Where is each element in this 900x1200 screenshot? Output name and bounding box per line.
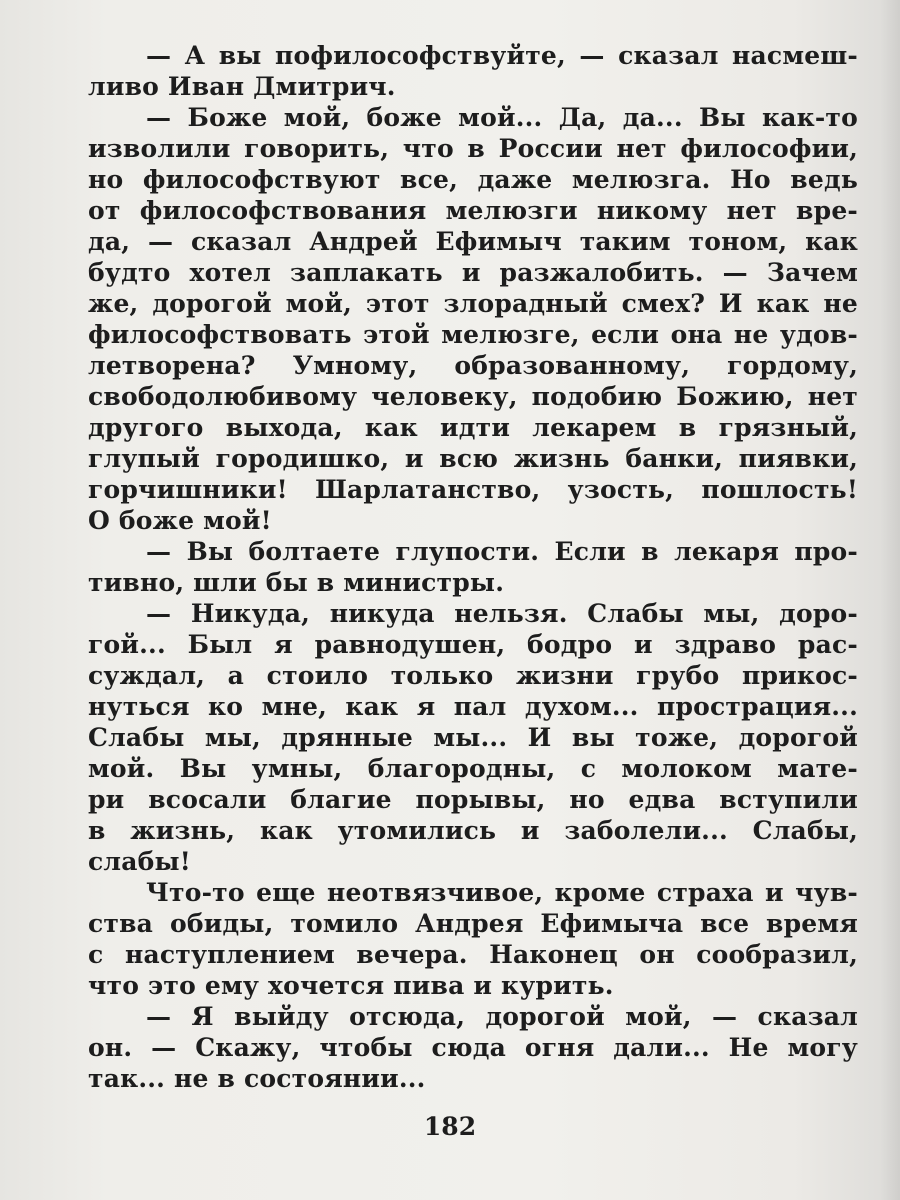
text-line: он. — Скажу, чтобы сюда огня дали... Не могу (88, 1033, 858, 1062)
text-line: что это ему хочется пива и курить. (88, 971, 614, 1000)
text-line: летворена? Умному, образованному, гордому, (88, 351, 858, 380)
text-line: в жизнь, как утомились и заболели... Слабы, (88, 816, 858, 845)
text-line: — Вы болтаете глупости. Если в лекаря про- (146, 537, 858, 566)
text-line: от философствования мелюзги никому нет вре- (88, 196, 858, 225)
text-line: глупый городишко, и всю жизнь банки, пиявки, (88, 444, 858, 473)
text-line: О боже мой! (88, 506, 272, 535)
text-line: — Никуда, никуда нельзя. Слабы мы, доро- (146, 599, 858, 628)
text-line: ливо Иван Дмитрич. (88, 72, 396, 101)
text-line: философствовать этой мелюзге, если она не удов- (88, 320, 858, 349)
text-line: — Боже мой, боже мой... Да, да... Вы как-то (146, 103, 858, 132)
text-line: изволили говорить, что в России нет философии, (88, 134, 858, 163)
text-line: суждал, а стоило только жизни грубо прикос- (88, 661, 858, 690)
text-line: да, — сказал Андрей Ефимыч таким тоном, как (88, 227, 858, 256)
text-line: — А вы пофилософствуйте, — сказал насмеш- (146, 41, 858, 70)
text-line: ри всосали благие порывы, но едва вступили (88, 785, 858, 814)
text-line: свободолюбивому человеку, подобию Божию, нет (88, 382, 858, 411)
text-line: Что-то еще неотвязчивое, кроме страха и чув- (146, 878, 858, 907)
text-line: с наступлением вечера. Наконец он сообразил, (88, 940, 858, 969)
text-line: будто хотел заплакать и разжалобить. — Зачем (88, 258, 858, 287)
text-line: другого выхода, как идти лекарем в грязный, (88, 413, 858, 442)
text-line: слабы! (88, 847, 191, 876)
page-number: 182 (423, 1112, 477, 1141)
text-line: горчишники! Шарлатанство, узость, пошлость! (88, 475, 858, 504)
text-line: — Я выйду отсюда, дорогой мой, — сказал (146, 1002, 858, 1031)
text-line: гой... Был я равнодушен, бодро и здраво рас- (88, 630, 858, 659)
text-line: же, дорогой мой, этот злорадный смех? И как не (88, 289, 858, 318)
text-line: мой. Вы умны, благородны, с молоком мате- (88, 754, 858, 783)
text-line: Слабы мы, дрянные мы... И вы тоже, дорогой (88, 723, 858, 752)
page-edge-shadow (880, 0, 900, 1200)
text-line: нуться ко мне, как я пал духом... прострация... (88, 692, 858, 721)
text-line: так... не в состоянии... (88, 1064, 426, 1093)
text-line: тивно, шли бы в министры. (88, 568, 505, 597)
text-line: ства обиды, томило Андрея Ефимыча все время (88, 909, 858, 938)
body-text (88, 40, 858, 1094)
text-line: но философствуют все, даже мелюзга. Но ведь (88, 165, 858, 194)
